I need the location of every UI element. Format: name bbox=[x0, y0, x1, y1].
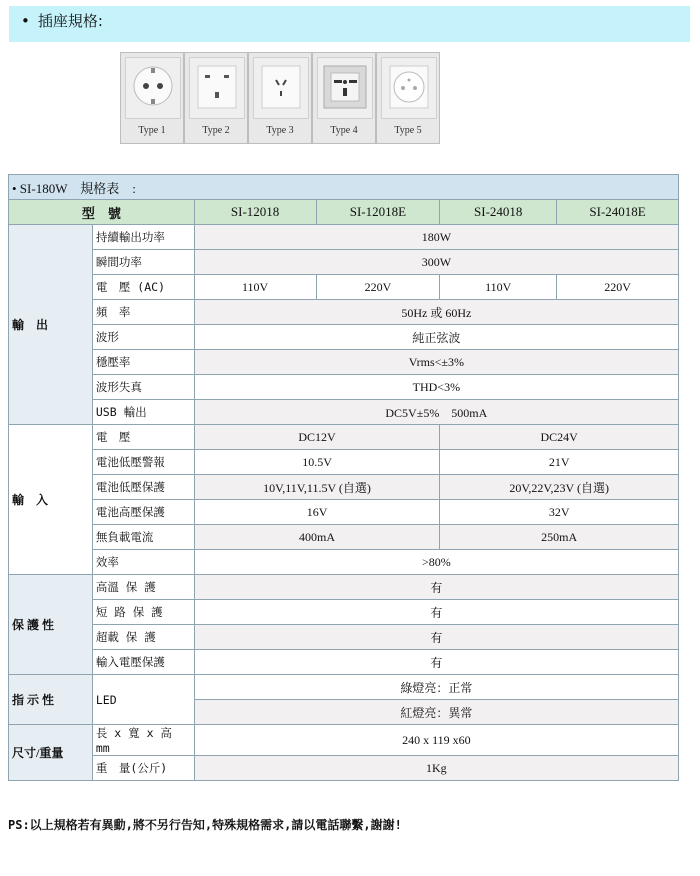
row-value: 32V bbox=[440, 500, 679, 525]
socket-card bbox=[248, 52, 312, 144]
row-value: 1Kg bbox=[194, 756, 678, 781]
row-value: 220V bbox=[316, 275, 440, 300]
section-title: 插座規格: bbox=[37, 12, 103, 30]
row-value: 有 bbox=[194, 575, 678, 600]
row-label: USB 輸出 bbox=[92, 400, 194, 425]
socket-card bbox=[120, 52, 184, 144]
row-label: 電池低壓警報 bbox=[92, 450, 194, 475]
socket-type4-icon bbox=[317, 57, 373, 119]
row-value: DC5V±5% 500mA bbox=[194, 400, 678, 425]
row-value: 21V bbox=[440, 450, 679, 475]
model-header: 型 號 bbox=[9, 200, 195, 225]
socket-type2-icon bbox=[189, 57, 245, 119]
row-value: 10V,11V,11.5V (自選) bbox=[194, 475, 440, 500]
row-value: 110V bbox=[440, 275, 557, 300]
group-input: 輸 入 bbox=[9, 425, 93, 575]
row-value: Vrms<±3% bbox=[194, 350, 678, 375]
row-value: 240 x 119 x60 bbox=[194, 725, 678, 756]
socket-label: Type 4 bbox=[330, 125, 358, 136]
socket-card bbox=[184, 52, 248, 144]
row-value: 10.5V bbox=[194, 450, 440, 475]
row-label: 瞬間功率 bbox=[92, 250, 194, 275]
row-value: 250mA bbox=[440, 525, 679, 550]
row-value: 16V bbox=[194, 500, 440, 525]
row-value: 50Hz 或 60Hz bbox=[194, 300, 678, 325]
row-label: LED bbox=[92, 675, 194, 725]
row-value: DC12V bbox=[194, 425, 440, 450]
socket-type1-icon bbox=[125, 57, 181, 119]
model-name: SI-12018E bbox=[316, 200, 440, 225]
socket-card bbox=[312, 52, 376, 144]
bullet: • bbox=[21, 12, 30, 30]
row-value: 有 bbox=[194, 600, 678, 625]
row-value: 有 bbox=[194, 650, 678, 675]
row-label: 電 壓 (AC) bbox=[92, 275, 194, 300]
row-label: 超載 保 護 bbox=[92, 625, 194, 650]
row-value: 綠燈亮：正常 bbox=[194, 675, 678, 700]
group-size-weight: 尺寸/重量 bbox=[9, 725, 93, 781]
row-label: 高溫 保 護 bbox=[92, 575, 194, 600]
row-value: 紅燈亮：異常 bbox=[194, 700, 678, 725]
socket-type3-icon bbox=[253, 57, 309, 119]
socket-label: Type 1 bbox=[138, 125, 166, 136]
section-banner bbox=[9, 6, 690, 42]
row-value: >80% bbox=[194, 550, 678, 575]
row-label: 電池低壓保護 bbox=[92, 475, 194, 500]
socket-label: Type 5 bbox=[394, 125, 422, 136]
row-label: 電池高壓保護 bbox=[92, 500, 194, 525]
spec-table-title: • SI-180W 規格表 : bbox=[9, 175, 679, 200]
row-value: 220V bbox=[557, 275, 679, 300]
spec-table bbox=[8, 174, 679, 781]
row-label: 長 x 寬 x 高 mm bbox=[92, 725, 194, 756]
row-value: 20V,22V,23V (自選) bbox=[440, 475, 679, 500]
row-label: 無負載電流 bbox=[92, 525, 194, 550]
row-label: 波形失真 bbox=[92, 375, 194, 400]
row-label: 波形 bbox=[92, 325, 194, 350]
row-value: 有 bbox=[194, 625, 678, 650]
group-indicator: 指 示 性 bbox=[9, 675, 93, 725]
row-value: 300W bbox=[194, 250, 678, 275]
model-name: SI-24018E bbox=[557, 200, 679, 225]
row-value: THD<3% bbox=[194, 375, 678, 400]
row-label: 短 路 保 護 bbox=[92, 600, 194, 625]
row-label: 穩壓率 bbox=[92, 350, 194, 375]
row-label: 持續輸出功率 bbox=[92, 225, 194, 250]
socket-card bbox=[376, 52, 440, 144]
group-protection: 保 護 性 bbox=[9, 575, 93, 675]
row-label: 效率 bbox=[92, 550, 194, 575]
socket-label: Type 3 bbox=[266, 125, 294, 136]
model-name: SI-12018 bbox=[194, 200, 316, 225]
row-value: 400mA bbox=[194, 525, 440, 550]
row-value: 純正弦波 bbox=[194, 325, 678, 350]
socket-type5-icon bbox=[381, 57, 437, 119]
row-label: 頻 率 bbox=[92, 300, 194, 325]
model-name: SI-24018 bbox=[440, 200, 557, 225]
row-value: DC24V bbox=[440, 425, 679, 450]
row-label: 重 量(公斤) bbox=[92, 756, 194, 781]
socket-types bbox=[120, 52, 440, 144]
row-value: 180W bbox=[194, 225, 678, 250]
row-label: 輸入電壓保護 bbox=[92, 650, 194, 675]
row-label: 電 壓 bbox=[92, 425, 194, 450]
group-output: 輸 出 bbox=[9, 225, 93, 425]
footnote: PS:以上規格若有異動,將不另行告知,特殊規格需求,請以電話聯繫,謝謝! bbox=[8, 818, 402, 832]
socket-label: Type 2 bbox=[202, 125, 230, 136]
row-value: 110V bbox=[194, 275, 316, 300]
